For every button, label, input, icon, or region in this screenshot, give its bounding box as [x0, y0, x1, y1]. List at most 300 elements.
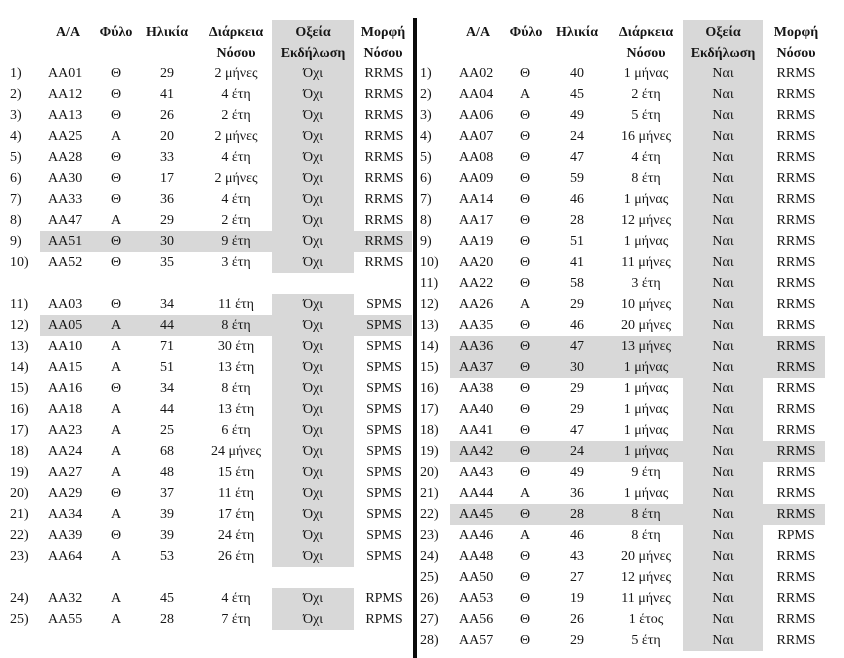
cell-duration: 30 έτη — [217, 339, 255, 354]
cell-sex: Α — [110, 318, 122, 333]
cell-duration: 1 έτος — [628, 612, 664, 627]
cell-form: RRMS — [776, 108, 816, 123]
cell-duration: 1 μήνας — [623, 402, 669, 417]
cell-acute: Όχι — [302, 339, 324, 354]
cell-age: 39 — [160, 528, 174, 543]
cell-duration: 9 έτη — [221, 234, 251, 249]
cell-acute: Ναι — [712, 171, 734, 186]
cell-id: ΑΑ47 — [48, 213, 83, 228]
cell-num: 8) — [10, 213, 22, 228]
cell-duration: 13 έτη — [217, 402, 255, 417]
cell-sex: Θ — [519, 108, 531, 123]
cell-form: RRMS — [776, 171, 816, 186]
cell-form: RRMS — [364, 66, 404, 81]
cell-acute: Ναι — [712, 570, 734, 585]
cell-form: RRMS — [364, 87, 404, 102]
cell-num: 18) — [420, 423, 439, 438]
cell-duration: 16 μήνες — [620, 129, 672, 144]
cell-sex: Α — [110, 402, 122, 417]
cell-duration: 20 μήνες — [620, 318, 672, 333]
cell-form: SPMS — [366, 423, 402, 438]
cell-age: 20 — [160, 129, 174, 144]
header-age-left: Ηλικία — [145, 25, 189, 40]
cell-age: 37 — [160, 486, 174, 501]
cell-form: RRMS — [364, 129, 404, 144]
cell-form: RRMS — [776, 444, 816, 459]
cell-num: 15) — [10, 381, 29, 396]
cell-age: 44 — [160, 318, 174, 333]
cell-num: 1) — [10, 66, 22, 81]
cell-duration: 8 έτη — [631, 528, 661, 543]
header-form-right-1: Μορφή — [773, 25, 819, 40]
cell-duration: 4 έτη — [221, 192, 251, 207]
cell-id: ΑΑ23 — [48, 423, 83, 438]
cell-age: 47 — [570, 339, 584, 354]
cell-duration: 1 μήνας — [623, 192, 669, 207]
header-duration-left-1: Διάρκεια — [208, 25, 264, 40]
cell-sex: Θ — [110, 297, 122, 312]
cell-age: 47 — [570, 423, 584, 438]
cell-acute: Όχι — [302, 381, 324, 396]
cell-num: 16) — [10, 402, 29, 417]
cell-sex: Θ — [519, 570, 531, 585]
cell-form: RRMS — [776, 423, 816, 438]
cell-duration: 11 μήνες — [621, 255, 671, 270]
cell-sex: Α — [110, 423, 122, 438]
cell-acute: Όχι — [302, 465, 324, 480]
header-sex-left: Φύλο — [99, 25, 133, 40]
cell-duration: 4 έτη — [631, 150, 661, 165]
cell-form: RRMS — [776, 255, 816, 270]
cell-acute: Ναι — [712, 276, 734, 291]
cell-num: 18) — [10, 444, 29, 459]
cell-sex: Θ — [519, 66, 531, 81]
cell-id: ΑΑ24 — [48, 444, 83, 459]
cell-duration: 2 έτη — [221, 213, 251, 228]
header-sex-right: Φύλο — [509, 25, 543, 40]
cell-form: RRMS — [364, 192, 404, 207]
cell-form: RRMS — [776, 486, 816, 501]
cell-sex: Θ — [110, 528, 122, 543]
cell-acute: Όχι — [302, 87, 324, 102]
cell-form: SPMS — [366, 318, 402, 333]
cell-age: 46 — [570, 318, 584, 333]
cell-num: 28) — [420, 633, 439, 648]
cell-duration: 1 μήνας — [623, 444, 669, 459]
cell-id: ΑΑ32 — [48, 591, 83, 606]
cell-sex: Θ — [110, 192, 122, 207]
cell-age: 30 — [570, 360, 584, 375]
cell-age: 43 — [570, 549, 584, 564]
cell-sex: Α — [110, 213, 122, 228]
cell-age: 29 — [570, 633, 584, 648]
cell-age: 29 — [160, 66, 174, 81]
cell-duration: 2 μήνες — [214, 171, 258, 186]
cell-num: 24) — [420, 549, 439, 564]
cell-num: 21) — [420, 486, 439, 501]
cell-age: 19 — [570, 591, 584, 606]
cell-acute: Ναι — [712, 612, 734, 627]
cell-acute: Ναι — [712, 255, 734, 270]
cell-num: 14) — [420, 339, 439, 354]
cell-sex: Α — [110, 360, 122, 375]
cell-id: ΑΑ55 — [48, 612, 83, 627]
cell-duration: 1 μήνας — [623, 423, 669, 438]
cell-age: 29 — [570, 402, 584, 417]
cell-age: 27 — [570, 570, 584, 585]
cell-form: RRMS — [776, 276, 816, 291]
cell-form: RRMS — [364, 234, 404, 249]
cell-duration: 5 έτη — [631, 108, 661, 123]
cell-id: ΑΑ26 — [459, 297, 494, 312]
cell-acute: Όχι — [302, 234, 324, 249]
header-aa-left: Α/Α — [55, 25, 81, 40]
cell-form: RRMS — [776, 360, 816, 375]
header-acute-right-2: Εκδήλωση — [690, 46, 756, 61]
cell-id: ΑΑ30 — [48, 171, 83, 186]
cell-sex: Α — [519, 87, 531, 102]
cell-sex: Θ — [110, 171, 122, 186]
cell-duration: 8 έτη — [221, 318, 251, 333]
cell-form: RRMS — [776, 570, 816, 585]
cell-age: 29 — [570, 381, 584, 396]
cell-id: ΑΑ45 — [459, 507, 494, 522]
cell-sex: Θ — [519, 360, 531, 375]
cell-num: 4) — [10, 129, 22, 144]
cell-id: ΑΑ28 — [48, 150, 83, 165]
cell-num: 2) — [420, 87, 432, 102]
cell-acute: Ναι — [712, 234, 734, 249]
cell-id: ΑΑ06 — [459, 108, 494, 123]
cell-acute: Ναι — [712, 591, 734, 606]
cell-form: SPMS — [366, 486, 402, 501]
cell-id: ΑΑ22 — [459, 276, 494, 291]
cell-duration: 12 μήνες — [620, 213, 672, 228]
cell-form: RRMS — [776, 612, 816, 627]
cell-sex: Θ — [110, 255, 122, 270]
cell-num: 13) — [10, 339, 29, 354]
cell-acute: Όχι — [302, 360, 324, 375]
cell-acute: Ναι — [712, 339, 734, 354]
cell-num: 5) — [10, 150, 22, 165]
cell-age: 36 — [160, 192, 174, 207]
cell-id: ΑΑ36 — [459, 339, 494, 354]
cell-acute: Ναι — [712, 318, 734, 333]
cell-form: RRMS — [776, 129, 816, 144]
cell-num: 27) — [420, 612, 439, 627]
cell-acute: Ναι — [712, 486, 734, 501]
cell-duration: 6 έτη — [221, 423, 251, 438]
cell-sex: Θ — [519, 171, 531, 186]
cell-id: ΑΑ64 — [48, 549, 83, 564]
cell-sex: Α — [110, 444, 122, 459]
cell-acute: Ναι — [712, 66, 734, 81]
cell-acute: Όχι — [302, 192, 324, 207]
cell-id: ΑΑ07 — [459, 129, 494, 144]
cell-form: RRMS — [776, 381, 816, 396]
cell-sex: Θ — [110, 150, 122, 165]
cell-sex: Θ — [519, 213, 531, 228]
cell-num: 17) — [10, 423, 29, 438]
cell-sex: Α — [519, 528, 531, 543]
cell-form: RRMS — [364, 171, 404, 186]
cell-age: 48 — [160, 465, 174, 480]
cell-acute: Ναι — [712, 192, 734, 207]
cell-sex: Θ — [519, 192, 531, 207]
cell-sex: Θ — [519, 234, 531, 249]
cell-acute: Ναι — [712, 213, 734, 228]
cell-age: 29 — [160, 213, 174, 228]
cell-id: ΑΑ37 — [459, 360, 494, 375]
cell-age: 45 — [160, 591, 174, 606]
cell-age: 53 — [160, 549, 174, 564]
header-form-left-1: Μορφή — [360, 25, 406, 40]
cell-num: 13) — [420, 318, 439, 333]
cell-sex: Θ — [110, 66, 122, 81]
cell-sex: Θ — [519, 465, 531, 480]
column-divider — [413, 18, 417, 658]
cell-id: ΑΑ20 — [459, 255, 494, 270]
cell-form: SPMS — [366, 360, 402, 375]
cell-duration: 5 έτη — [631, 633, 661, 648]
cell-id: ΑΑ18 — [48, 402, 83, 417]
cell-form: RRMS — [364, 108, 404, 123]
cell-num: 2) — [10, 87, 22, 102]
cell-form: SPMS — [366, 507, 402, 522]
cell-num: 7) — [420, 192, 432, 207]
cell-acute: Όχι — [302, 423, 324, 438]
cell-sex: Α — [110, 129, 122, 144]
cell-age: 30 — [160, 234, 174, 249]
cell-age: 51 — [160, 360, 174, 375]
cell-acute: Όχι — [302, 528, 324, 543]
header-acute-left-2: Εκδήλωση — [280, 46, 346, 61]
cell-num: 5) — [420, 150, 432, 165]
cell-num: 9) — [420, 234, 432, 249]
cell-sex: Θ — [110, 234, 122, 249]
cell-id: ΑΑ34 — [48, 507, 83, 522]
cell-num: 9) — [10, 234, 22, 249]
cell-form: RRMS — [364, 213, 404, 228]
cell-form: SPMS — [366, 528, 402, 543]
header-duration-right-2: Νόσου — [626, 46, 666, 61]
cell-num: 22) — [420, 507, 439, 522]
cell-sex: Θ — [519, 444, 531, 459]
cell-form: RRMS — [776, 297, 816, 312]
cell-age: 25 — [160, 423, 174, 438]
cell-form: RRMS — [776, 402, 816, 417]
cell-num: 1) — [420, 66, 432, 81]
cell-acute: Όχι — [302, 171, 324, 186]
cell-age: 46 — [570, 528, 584, 543]
cell-id: ΑΑ17 — [459, 213, 494, 228]
cell-id: ΑΑ01 — [48, 66, 83, 81]
cell-id: ΑΑ05 — [48, 318, 83, 333]
cell-sex: Θ — [519, 591, 531, 606]
cell-age: 45 — [570, 87, 584, 102]
cell-acute: Ναι — [712, 465, 734, 480]
cell-num: 26) — [420, 591, 439, 606]
header-aa-right: Α/Α — [465, 25, 491, 40]
cell-acute: Όχι — [302, 108, 324, 123]
cell-age: 36 — [570, 486, 584, 501]
cell-form: SPMS — [366, 549, 402, 564]
cell-id: ΑΑ44 — [459, 486, 494, 501]
cell-id: ΑΑ35 — [459, 318, 494, 333]
cell-age: 41 — [160, 87, 174, 102]
cell-duration: 20 μήνες — [620, 549, 672, 564]
cell-id: ΑΑ41 — [459, 423, 494, 438]
cell-form: RRMS — [776, 150, 816, 165]
cell-duration: 11 μήνες — [621, 591, 671, 606]
cell-num: 24) — [10, 591, 29, 606]
cell-sex: Θ — [519, 633, 531, 648]
cell-age: 59 — [570, 171, 584, 186]
cell-age: 35 — [160, 255, 174, 270]
cell-id: ΑΑ04 — [459, 87, 494, 102]
cell-acute: Όχι — [302, 402, 324, 417]
cell-acute: Ναι — [712, 150, 734, 165]
cell-duration: 2 έτη — [631, 87, 661, 102]
cell-age: 41 — [570, 255, 584, 270]
cell-age: 51 — [570, 234, 584, 249]
cell-id: ΑΑ19 — [459, 234, 494, 249]
cell-form: RRMS — [776, 318, 816, 333]
cell-sex: Α — [110, 465, 122, 480]
cell-sex: Α — [110, 591, 122, 606]
cell-num: 19) — [10, 465, 29, 480]
cell-duration: 13 έτη — [217, 360, 255, 375]
cell-id: ΑΑ10 — [48, 339, 83, 354]
cell-duration: 2 έτη — [221, 108, 251, 123]
cell-age: 40 — [570, 66, 584, 81]
header-form-left-2: Νόσου — [363, 46, 403, 61]
cell-duration: 2 μήνες — [214, 129, 258, 144]
cell-sex: Θ — [519, 507, 531, 522]
cell-sex: Α — [519, 486, 531, 501]
cell-sex: Α — [519, 297, 531, 312]
cell-form: RPMS — [777, 528, 815, 543]
cell-id: ΑΑ33 — [48, 192, 83, 207]
cell-id: ΑΑ38 — [459, 381, 494, 396]
cell-sex: Θ — [519, 549, 531, 564]
cell-id: ΑΑ16 — [48, 381, 83, 396]
cell-acute: Όχι — [302, 591, 324, 606]
cell-age: 68 — [160, 444, 174, 459]
cell-form: RRMS — [776, 339, 816, 354]
cell-id: ΑΑ43 — [459, 465, 494, 480]
cell-sex: Θ — [519, 612, 531, 627]
cell-age: 49 — [570, 108, 584, 123]
cell-id: ΑΑ29 — [48, 486, 83, 501]
cell-age: 28 — [570, 507, 584, 522]
cell-sex: Θ — [110, 87, 122, 102]
cell-acute: Όχι — [302, 444, 324, 459]
cell-duration: 15 έτη — [217, 465, 255, 480]
cell-age: 47 — [570, 150, 584, 165]
cell-num: 22) — [10, 528, 29, 543]
cell-duration: 4 έτη — [221, 87, 251, 102]
cell-acute: Ναι — [712, 297, 734, 312]
cell-duration: 24 μήνες — [210, 444, 262, 459]
cell-num: 3) — [10, 108, 22, 123]
cell-acute: Ναι — [712, 528, 734, 543]
cell-age: 26 — [570, 612, 584, 627]
cell-id: ΑΑ53 — [459, 591, 494, 606]
cell-duration: 8 έτη — [631, 507, 661, 522]
cell-form: SPMS — [366, 381, 402, 396]
cell-acute: Όχι — [302, 318, 324, 333]
cell-num: 19) — [420, 444, 439, 459]
cell-id: ΑΑ14 — [459, 192, 494, 207]
cell-duration: 4 έτη — [221, 150, 251, 165]
cell-sex: Θ — [110, 108, 122, 123]
cell-form: SPMS — [366, 402, 402, 417]
cell-duration: 1 μήνας — [623, 381, 669, 396]
cell-duration: 26 έτη — [217, 549, 255, 564]
cell-num: 11) — [10, 297, 29, 312]
cell-acute: Όχι — [302, 507, 324, 522]
cell-num: 21) — [10, 507, 29, 522]
cell-acute: Όχι — [302, 549, 324, 564]
cell-form: RRMS — [776, 633, 816, 648]
cell-num: 12) — [10, 318, 29, 333]
cell-age: 28 — [570, 213, 584, 228]
cell-age: 49 — [570, 465, 584, 480]
cell-id: ΑΑ09 — [459, 171, 494, 186]
cell-sex: Α — [110, 507, 122, 522]
cell-num: 4) — [420, 129, 432, 144]
cell-duration: 1 μήνας — [623, 360, 669, 375]
cell-sex: Α — [110, 549, 122, 564]
cell-form: RRMS — [776, 591, 816, 606]
cell-age: 58 — [570, 276, 584, 291]
cell-sex: Θ — [519, 150, 531, 165]
cell-acute: Όχι — [302, 213, 324, 228]
cell-num: 14) — [10, 360, 29, 375]
cell-acute: Ναι — [712, 381, 734, 396]
cell-id: ΑΑ57 — [459, 633, 494, 648]
cell-num: 16) — [420, 381, 439, 396]
cell-duration: 8 έτη — [631, 171, 661, 186]
cell-id: ΑΑ50 — [459, 570, 494, 585]
cell-id: ΑΑ40 — [459, 402, 494, 417]
cell-id: ΑΑ48 — [459, 549, 494, 564]
cell-sex: Θ — [519, 423, 531, 438]
cell-acute: Ναι — [712, 549, 734, 564]
cell-sex: Θ — [519, 255, 531, 270]
cell-id: ΑΑ15 — [48, 360, 83, 375]
cell-form: SPMS — [366, 465, 402, 480]
cell-acute: Ναι — [712, 423, 734, 438]
cell-sex: Θ — [110, 486, 122, 501]
cell-duration: 11 έτη — [218, 486, 254, 501]
header-acute-left-1: Οξεία — [295, 25, 331, 40]
header-acute-right-1: Οξεία — [705, 25, 741, 40]
cell-num: 10) — [420, 255, 439, 270]
cell-sex: Θ — [519, 276, 531, 291]
cell-duration: 17 έτη — [217, 507, 255, 522]
cell-age: 28 — [160, 612, 174, 627]
cell-num: 20) — [420, 465, 439, 480]
cell-acute: Ναι — [712, 108, 734, 123]
cell-id: ΑΑ12 — [48, 87, 83, 102]
cell-acute: Ναι — [712, 360, 734, 375]
cell-num: 20) — [10, 486, 29, 501]
cell-sex: Θ — [519, 318, 531, 333]
cell-form: RRMS — [776, 87, 816, 102]
cell-id: ΑΑ13 — [48, 108, 83, 123]
